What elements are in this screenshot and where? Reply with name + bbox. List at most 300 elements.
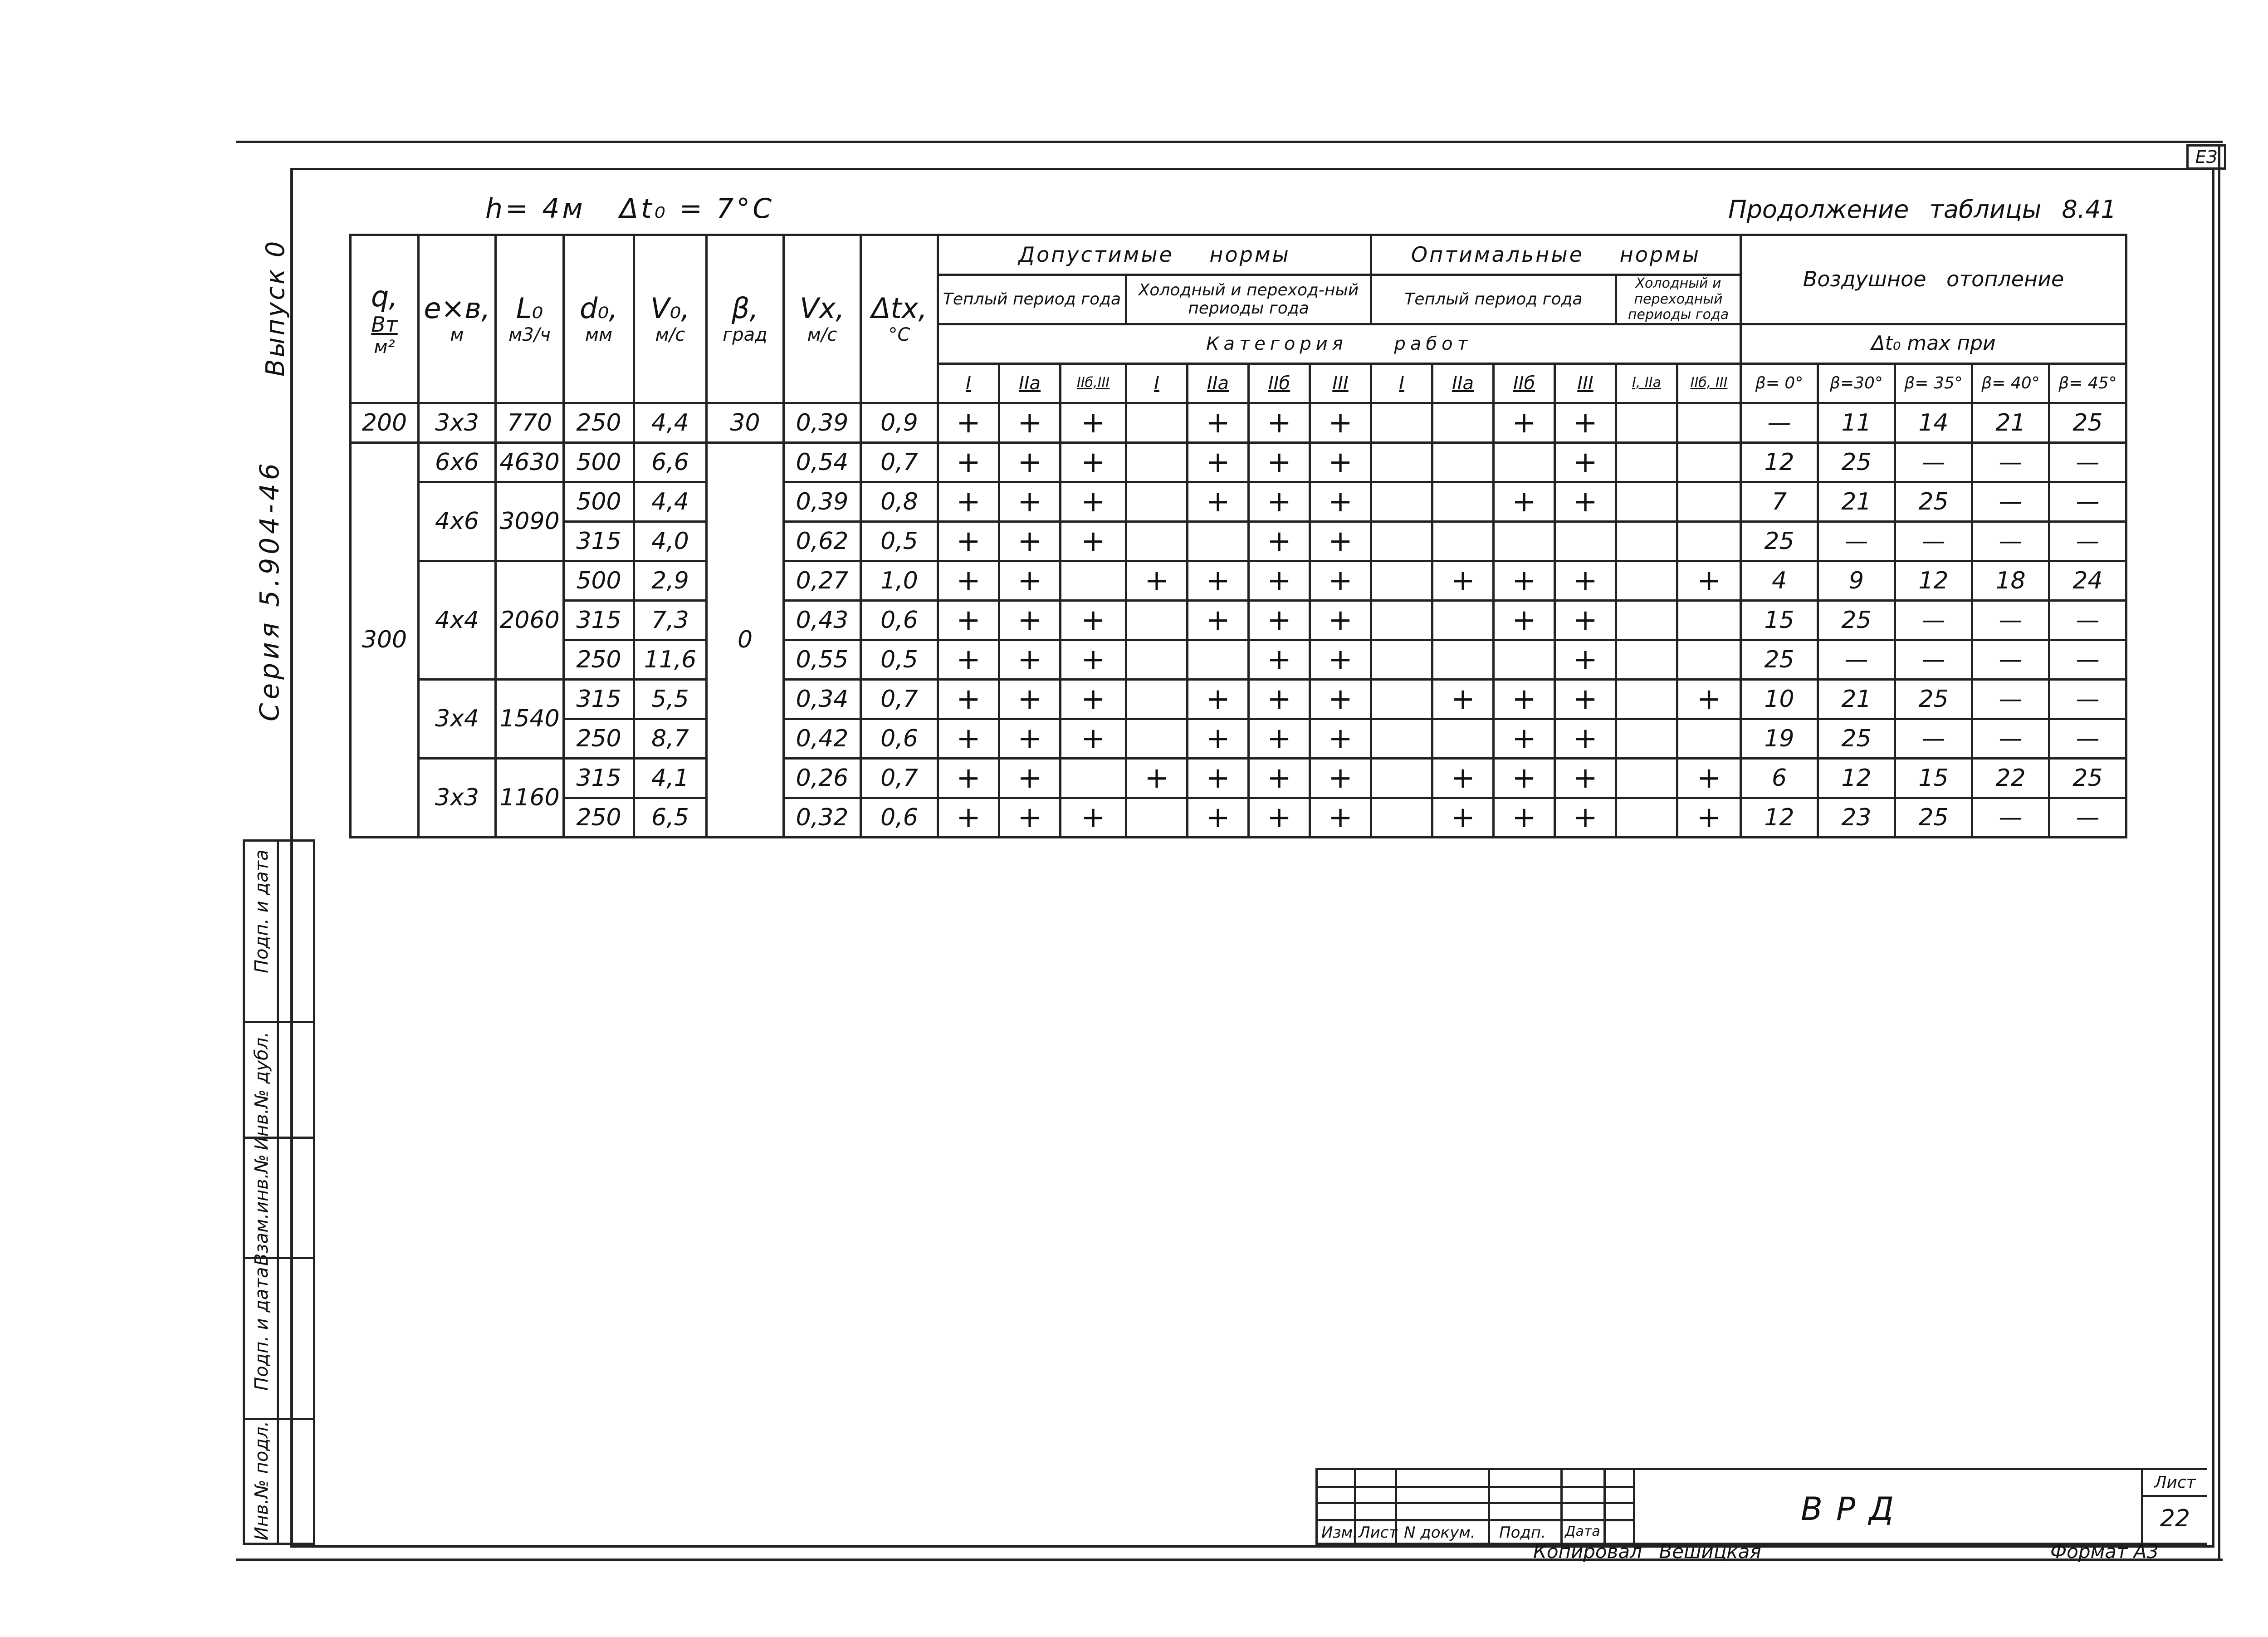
- cell-dt0: —: [1895, 442, 1972, 482]
- cell-mark: [1616, 679, 1677, 719]
- cell-mark: [1616, 719, 1677, 758]
- work-category-header: Категория работ: [938, 324, 1741, 363]
- cell-mark: +: [1677, 798, 1741, 837]
- cell-dt0: —: [2049, 798, 2126, 837]
- binding-label: Взам.инв.№: [251, 1154, 272, 1266]
- cell-dt0: 25: [1741, 640, 1818, 679]
- col-v0-header: V₀, м/с: [634, 235, 707, 403]
- cell-mark: [1061, 561, 1126, 600]
- cell-dtx: 0,6: [861, 719, 938, 758]
- cell-mark: [1371, 798, 1432, 837]
- cell-mark: [1126, 442, 1188, 482]
- cell-dtx: 1,0: [861, 561, 938, 600]
- cell-mark: +: [1249, 719, 1310, 758]
- cell-mark: +: [1249, 798, 1310, 837]
- cell-dt0: 25: [1818, 719, 1895, 758]
- cell-dt0: 22: [1972, 758, 2049, 798]
- cell-mark: [1126, 640, 1188, 679]
- cell-mark: +: [1188, 758, 1249, 798]
- cell-exb: 3x3: [419, 758, 496, 837]
- cell-mark: [1371, 403, 1432, 442]
- cell-mark: +: [1677, 679, 1741, 719]
- cell-mark: +: [1432, 679, 1494, 719]
- cell-L0: 4630: [496, 442, 564, 482]
- tb-label: Лист: [1359, 1524, 1398, 1542]
- cell-mark: [1494, 521, 1555, 561]
- table-row: [351, 403, 2126, 442]
- col-beta-header: β, град: [707, 235, 784, 403]
- cell-mark: [1371, 561, 1432, 600]
- beta-angle-label: β= 40°: [1972, 363, 2049, 403]
- col-exb-header: e×в, м: [419, 235, 496, 403]
- cell-mark: [1616, 600, 1677, 640]
- col-dtx-header: Δtx, °С: [861, 235, 938, 403]
- cell-dt0: —: [1972, 640, 2049, 679]
- cell-mark: +: [999, 719, 1061, 758]
- cell-mark: +: [1061, 521, 1126, 561]
- cell-dtx: 0,8: [861, 482, 938, 521]
- table-row: [351, 719, 2126, 758]
- table-row: [351, 798, 2126, 837]
- cell-dt0: 4: [1741, 561, 1818, 600]
- bottom-border-line: [236, 1559, 2223, 1561]
- cell-mark: +: [1677, 561, 1741, 600]
- cell-mark: [1432, 403, 1494, 442]
- sheet-box: [2141, 1468, 2207, 1545]
- cell-exb: 4x6: [419, 482, 496, 561]
- cell-mark: +: [1061, 719, 1126, 758]
- cell-v0: 11,6: [634, 640, 707, 679]
- formula-label: h= 4м Δt₀ = 7°C: [485, 193, 775, 225]
- cell-mark: [1188, 521, 1249, 561]
- sheet-code: ЕЗ: [2186, 144, 2226, 170]
- cell-L0: 3090: [496, 482, 564, 561]
- cell-dt0: 21: [1818, 679, 1895, 719]
- cell-v0: 4,4: [634, 403, 707, 442]
- cell-mark: [1126, 403, 1188, 442]
- table-continuation-label: Продолжение таблицы 8.41: [1728, 195, 2116, 224]
- sheet-label: Лист: [2143, 1470, 2207, 1497]
- cat-opt-cold: IIб, III: [1677, 363, 1741, 403]
- cell-vx: 0,27: [784, 561, 861, 600]
- cell-dt0: 23: [1818, 798, 1895, 837]
- cell-d0: 250: [564, 798, 634, 837]
- cell-d0: 315: [564, 679, 634, 719]
- cell-mark: [1126, 482, 1188, 521]
- cell-beta: 0: [707, 442, 784, 837]
- title-field: [1631, 1468, 2204, 1545]
- cell-mark: +: [1555, 600, 1616, 640]
- cell-v0: 8,7: [634, 719, 707, 758]
- binding-strip: [243, 839, 315, 1545]
- cell-dt0: 25: [2049, 403, 2126, 442]
- cell-mark: +: [1555, 482, 1616, 521]
- cell-mark: [1126, 521, 1188, 561]
- cell-mark: +: [1126, 561, 1188, 600]
- cell-dt0: 15: [1741, 600, 1818, 640]
- table-body: [351, 403, 2126, 837]
- tb-label: Изм.: [1321, 1524, 1358, 1542]
- beta-angle-label: β=30°: [1818, 363, 1895, 403]
- revision-grid: [1315, 1468, 1635, 1545]
- table-row: [351, 758, 2126, 798]
- cell-dt0: 18: [1972, 561, 2049, 600]
- cell-mark: [1188, 640, 1249, 679]
- cell-mark: +: [938, 758, 999, 798]
- cell-dt0: 15: [1895, 758, 1972, 798]
- drawing-name: ВРД: [1801, 1490, 1907, 1528]
- table-row: [351, 442, 2126, 482]
- cat-perm-cold: III: [1310, 363, 1371, 403]
- cell-mark: +: [1061, 442, 1126, 482]
- cell-mark: +: [1555, 798, 1616, 837]
- cell-vx: 0,54: [784, 442, 861, 482]
- cell-mark: +: [1249, 442, 1310, 482]
- cell-L0: 1540: [496, 679, 564, 758]
- cell-dt0: 12: [1741, 442, 1818, 482]
- cat-opt-warm: IIб: [1494, 363, 1555, 403]
- cell-mark: +: [1310, 561, 1371, 600]
- cat-perm-warm: IIа: [999, 363, 1061, 403]
- cell-dt0: —: [2049, 482, 2126, 521]
- cell-v0: 2,9: [634, 561, 707, 600]
- cell-dt0: 24: [2049, 561, 2126, 600]
- cell-mark: +: [1188, 798, 1249, 837]
- cell-mark: +: [1188, 442, 1249, 482]
- tb-label: N докум.: [1404, 1524, 1476, 1542]
- title-block: [1315, 1468, 2204, 1540]
- cell-q: 200: [351, 403, 419, 442]
- issue-label: Выпуск 0: [261, 239, 290, 377]
- cell-beta: 30: [707, 403, 784, 442]
- cell-mark: [1494, 442, 1555, 482]
- cat-opt-cold: I, IIа: [1616, 363, 1677, 403]
- cell-mark: [1432, 442, 1494, 482]
- cell-mark: +: [999, 482, 1061, 521]
- cell-L0: 1160: [496, 758, 564, 837]
- cell-dt0: —: [1972, 482, 2049, 521]
- cell-mark: [1616, 758, 1677, 798]
- cell-mark: +: [1555, 679, 1616, 719]
- cell-mark: +: [1061, 403, 1126, 442]
- cell-vx: 0,55: [784, 640, 861, 679]
- cell-mark: [1677, 719, 1741, 758]
- cell-mark: +: [1249, 640, 1310, 679]
- cell-vx: 0,39: [784, 482, 861, 521]
- cell-mark: [1371, 719, 1432, 758]
- cell-dt0: 9: [1818, 561, 1895, 600]
- optimal-norms-header: Оптимальные нормы: [1371, 235, 1741, 275]
- cell-q: 300: [351, 442, 419, 837]
- cell-mark: +: [999, 679, 1061, 719]
- cell-mark: [1677, 482, 1741, 521]
- cell-mark: +: [1555, 403, 1616, 442]
- cell-mark: [1677, 521, 1741, 561]
- table-row: [351, 482, 2126, 521]
- cell-dt0: 25: [1895, 482, 1972, 521]
- cell-exb: 3x3: [419, 403, 496, 442]
- cell-mark: +: [999, 403, 1061, 442]
- cell-mark: +: [1494, 600, 1555, 640]
- cell-mark: +: [1310, 798, 1371, 837]
- copied-by: Копировал Вешицкая: [1533, 1540, 1761, 1563]
- cell-v0: 6,6: [634, 442, 707, 482]
- cell-dt0: —: [1895, 521, 1972, 561]
- cell-mark: +: [1310, 442, 1371, 482]
- cell-mark: +: [1310, 482, 1371, 521]
- cat-opt-warm: III: [1555, 363, 1616, 403]
- cell-d0: 500: [564, 442, 634, 482]
- cell-dt0: —: [1818, 640, 1895, 679]
- cell-dt0: —: [1972, 442, 2049, 482]
- cell-mark: +: [1494, 798, 1555, 837]
- table-row: [351, 679, 2126, 719]
- col-q-header: q, Вт м²: [351, 235, 419, 403]
- cell-d0: 250: [564, 640, 634, 679]
- warm-period-header: Теплый период года: [938, 275, 1126, 324]
- air-heating-header: Воздушное отопление: [1741, 235, 2126, 324]
- cell-dt0: 25: [1818, 442, 1895, 482]
- cell-mark: [1677, 640, 1741, 679]
- cell-d0: 315: [564, 758, 634, 798]
- cell-mark: +: [1310, 521, 1371, 561]
- table-row: [351, 600, 2126, 640]
- series-label: Серия 5.904-46: [254, 460, 285, 721]
- cell-mark: +: [1188, 403, 1249, 442]
- cell-dt0: —: [1895, 719, 1972, 758]
- cell-mark: +: [1188, 600, 1249, 640]
- binding-label: Инв.№ подл.: [251, 1421, 272, 1540]
- cell-mark: +: [1188, 482, 1249, 521]
- cell-dt0: —: [1972, 679, 2049, 719]
- cell-mark: +: [999, 600, 1061, 640]
- cell-vx: 0,42: [784, 719, 861, 758]
- cell-L0: 770: [496, 403, 564, 442]
- cell-v0: 7,3: [634, 600, 707, 640]
- cold-period-opt-header: Холодный и переходный периоды года: [1616, 275, 1741, 324]
- cell-dt0: 25: [1741, 521, 1818, 561]
- cell-mark: [1126, 798, 1188, 837]
- cell-dt0: 21: [1972, 403, 2049, 442]
- cell-v0: 5,5: [634, 679, 707, 719]
- cell-dt0: —: [2049, 521, 2126, 561]
- cell-dtx: 0,7: [861, 442, 938, 482]
- cell-dt0: —: [2049, 442, 2126, 482]
- cell-mark: +: [1494, 758, 1555, 798]
- cell-d0: 315: [564, 521, 634, 561]
- cell-mark: +: [1061, 600, 1126, 640]
- cell-mark: +: [938, 561, 999, 600]
- cell-d0: 315: [564, 600, 634, 640]
- cell-mark: +: [1494, 561, 1555, 600]
- cell-mark: [1616, 442, 1677, 482]
- cell-mark: +: [938, 798, 999, 837]
- cell-mark: +: [1555, 442, 1616, 482]
- cat-perm-cold: IIб: [1249, 363, 1310, 403]
- paper-format: Формат А3: [2050, 1540, 2159, 1563]
- cell-mark: +: [1432, 758, 1494, 798]
- cell-vx: 0,32: [784, 798, 861, 837]
- cell-dt0: 25: [1818, 600, 1895, 640]
- permissible-norms-header: Допустимые нормы: [938, 235, 1371, 275]
- cell-mark: +: [938, 640, 999, 679]
- cell-mark: [1371, 442, 1432, 482]
- cold-period-header: Холодный и переход-ный периоды года: [1126, 275, 1371, 324]
- cell-mark: [1432, 640, 1494, 679]
- beta-angle-label: β= 0°: [1741, 363, 1818, 403]
- cell-mark: [1677, 403, 1741, 442]
- cell-v0: 4,0: [634, 521, 707, 561]
- right-border-line: [2218, 144, 2220, 1560]
- cell-mark: +: [1555, 719, 1616, 758]
- cell-dt0: —: [1972, 719, 2049, 758]
- cell-mark: +: [1310, 640, 1371, 679]
- cell-mark: +: [1061, 482, 1126, 521]
- cell-v0: 4,1: [634, 758, 707, 798]
- cell-mark: +: [1432, 561, 1494, 600]
- cell-vx: 0,26: [784, 758, 861, 798]
- ventilation-table: [349, 234, 2127, 838]
- cell-mark: [1371, 482, 1432, 521]
- cell-dt0: —: [2049, 679, 2126, 719]
- top-border-line: [236, 141, 2223, 143]
- cell-mark: +: [1188, 679, 1249, 719]
- cell-dt0: —: [1741, 403, 1818, 442]
- cell-mark: +: [1555, 758, 1616, 798]
- cell-dtx: 0,7: [861, 679, 938, 719]
- cell-mark: +: [1494, 719, 1555, 758]
- cell-mark: +: [1061, 798, 1126, 837]
- cell-mark: +: [1494, 403, 1555, 442]
- cell-mark: [1677, 600, 1741, 640]
- cell-mark: +: [1310, 679, 1371, 719]
- dt0-max-header: Δt₀ max при: [1741, 324, 2126, 363]
- cell-dtx: 0,6: [861, 600, 938, 640]
- cell-mark: +: [1310, 758, 1371, 798]
- cell-dtx: 0,5: [861, 640, 938, 679]
- cell-mark: +: [1249, 561, 1310, 600]
- cell-dt0: 7: [1741, 482, 1818, 521]
- cell-mark: [1126, 719, 1188, 758]
- cell-mark: [1371, 521, 1432, 561]
- beta-angle-label: β= 35°: [1895, 363, 1972, 403]
- binding-label: Подп. и дата: [251, 849, 272, 973]
- cell-mark: +: [938, 442, 999, 482]
- cat-opt-warm: I: [1371, 363, 1432, 403]
- cell-mark: +: [1188, 561, 1249, 600]
- cell-mark: [1616, 561, 1677, 600]
- cell-mark: +: [1126, 758, 1188, 798]
- table-row: [351, 640, 2126, 679]
- sheet-number: 22: [2160, 1505, 2190, 1532]
- cell-mark: +: [1249, 521, 1310, 561]
- cell-mark: [1616, 798, 1677, 837]
- cell-mark: [1061, 758, 1126, 798]
- cell-dt0: —: [1972, 600, 2049, 640]
- cell-mark: [1371, 758, 1432, 798]
- cell-dt0: 6: [1741, 758, 1818, 798]
- cell-dt0: —: [1895, 600, 1972, 640]
- cell-exb: 3x4: [419, 679, 496, 758]
- cell-mark: [1371, 679, 1432, 719]
- cell-exb: 6x6: [419, 442, 496, 482]
- cell-vx: 0,39: [784, 403, 861, 442]
- cell-dt0: —: [1818, 521, 1895, 561]
- table-row: [351, 521, 2126, 561]
- cell-mark: +: [1249, 403, 1310, 442]
- cell-mark: +: [938, 482, 999, 521]
- cell-mark: +: [1310, 403, 1371, 442]
- cell-dt0: —: [2049, 719, 2126, 758]
- cell-dt0: 21: [1818, 482, 1895, 521]
- cell-exb: 4x4: [419, 561, 496, 679]
- cell-mark: +: [938, 600, 999, 640]
- warm-period-opt-header: Теплый период года: [1371, 275, 1616, 324]
- table-row: [351, 561, 2126, 600]
- cell-mark: [1677, 442, 1741, 482]
- cell-d0: 250: [564, 403, 634, 442]
- cat-perm-cold: I: [1126, 363, 1188, 403]
- tb-label: Дата: [1565, 1524, 1600, 1539]
- cell-mark: [1616, 403, 1677, 442]
- cell-mark: +: [938, 521, 999, 561]
- binding-label: Подп. и дата: [251, 1267, 272, 1391]
- cell-mark: +: [938, 719, 999, 758]
- cell-dt0: 25: [1895, 679, 1972, 719]
- cell-mark: +: [1249, 758, 1310, 798]
- cell-mark: +: [1555, 561, 1616, 600]
- cell-mark: [1432, 521, 1494, 561]
- cat-opt-warm: IIа: [1432, 363, 1494, 403]
- cell-mark: +: [999, 442, 1061, 482]
- cell-dt0: 12: [1895, 561, 1972, 600]
- cell-mark: +: [1188, 719, 1249, 758]
- cell-vx: 0,43: [784, 600, 861, 640]
- cell-mark: [1126, 679, 1188, 719]
- col-L0-header: L₀ м3/ч: [496, 235, 564, 403]
- cell-vx: 0,62: [784, 521, 861, 561]
- cell-dtx: 0,7: [861, 758, 938, 798]
- cell-mark: +: [1061, 640, 1126, 679]
- cell-d0: 500: [564, 561, 634, 600]
- cell-dt0: 25: [2049, 758, 2126, 798]
- cell-dt0: —: [2049, 600, 2126, 640]
- cell-dt0: 10: [1741, 679, 1818, 719]
- cell-mark: +: [1249, 600, 1310, 640]
- cell-dt0: —: [1972, 798, 2049, 837]
- cell-mark: +: [1249, 679, 1310, 719]
- cell-mark: [1555, 521, 1616, 561]
- beta-angle-label: β= 45°: [2049, 363, 2126, 403]
- cell-vx: 0,34: [784, 679, 861, 719]
- cell-mark: +: [1555, 640, 1616, 679]
- cell-mark: +: [1310, 600, 1371, 640]
- cell-dt0: 19: [1741, 719, 1818, 758]
- col-vx-header: Vx, м/с: [784, 235, 861, 403]
- cell-mark: +: [999, 798, 1061, 837]
- cell-dt0: —: [1895, 640, 1972, 679]
- cell-dt0: 12: [1741, 798, 1818, 837]
- cell-v0: 6,5: [634, 798, 707, 837]
- binding-label: Инв.№ дубл.: [251, 1032, 272, 1150]
- cell-mark: [1616, 521, 1677, 561]
- cat-perm-cold: IIа: [1188, 363, 1249, 403]
- cell-mark: +: [1249, 482, 1310, 521]
- cell-mark: +: [999, 521, 1061, 561]
- cell-dt0: —: [2049, 640, 2126, 679]
- cell-mark: [1371, 640, 1432, 679]
- cell-mark: +: [938, 403, 999, 442]
